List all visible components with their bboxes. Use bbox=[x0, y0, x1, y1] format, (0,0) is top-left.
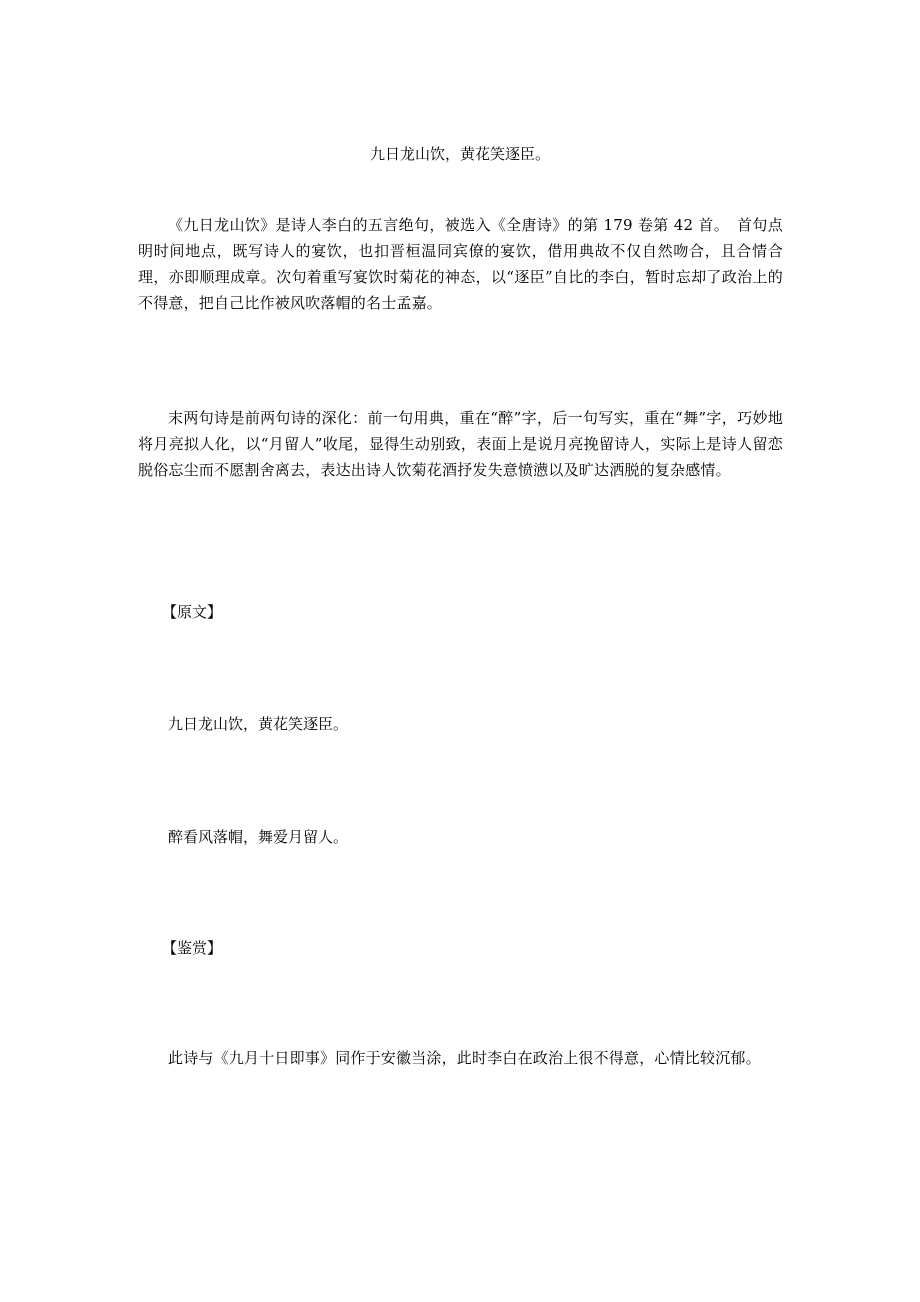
intro-paragraph: 《九日龙山饮》是诗人李白的五言绝句，被选入《全唐诗》的第 179 卷第 42 首。 首句点明时间地点，既写诗人的宴饮，也扣晋桓温同宾僚的宴饮，借用典故不仅自然吻合，且合情合理，亦即顺理成章。次句着重写宴饮时菊花的神态，以“逐臣”自比的李白，暂时忘却了政治上的不得意，把自己比作被风吹落帽的名士孟嘉。 bbox=[138, 216, 783, 312]
original-heading: 【原文】 bbox=[162, 603, 223, 621]
poem-line-1: 九日龙山饮，黄花笑逐臣。 bbox=[168, 715, 349, 733]
second-paragraph: 末两句诗是前两句诗的深化：前一句用典，重在“醉”字，后一句写实，重在“舞”字，巧妙地将月亮拟人化，以“月留人”收尾，显得生动别致，表面上是说月亮挽留诗人，实际上是诗人留恋脱俗忘尘而不愿割舍离去，表达出诗人饮菊花酒抒发失意愤懑以及旷达洒脱的复杂感情。 bbox=[138, 409, 783, 479]
appreciation-paragraph: 此诗与《九月十日即事》同作于安徽当涂，此时李白在政治上很不得意，心情比较沉郁。 bbox=[168, 1049, 761, 1067]
appreciation-heading: 【鉴赏】 bbox=[162, 939, 223, 957]
title-line: 九日龙山饮，黄花笑逐臣。 bbox=[369, 145, 550, 163]
poem-line-2: 醉看风落帽，舞爱月留人。 bbox=[168, 828, 349, 846]
